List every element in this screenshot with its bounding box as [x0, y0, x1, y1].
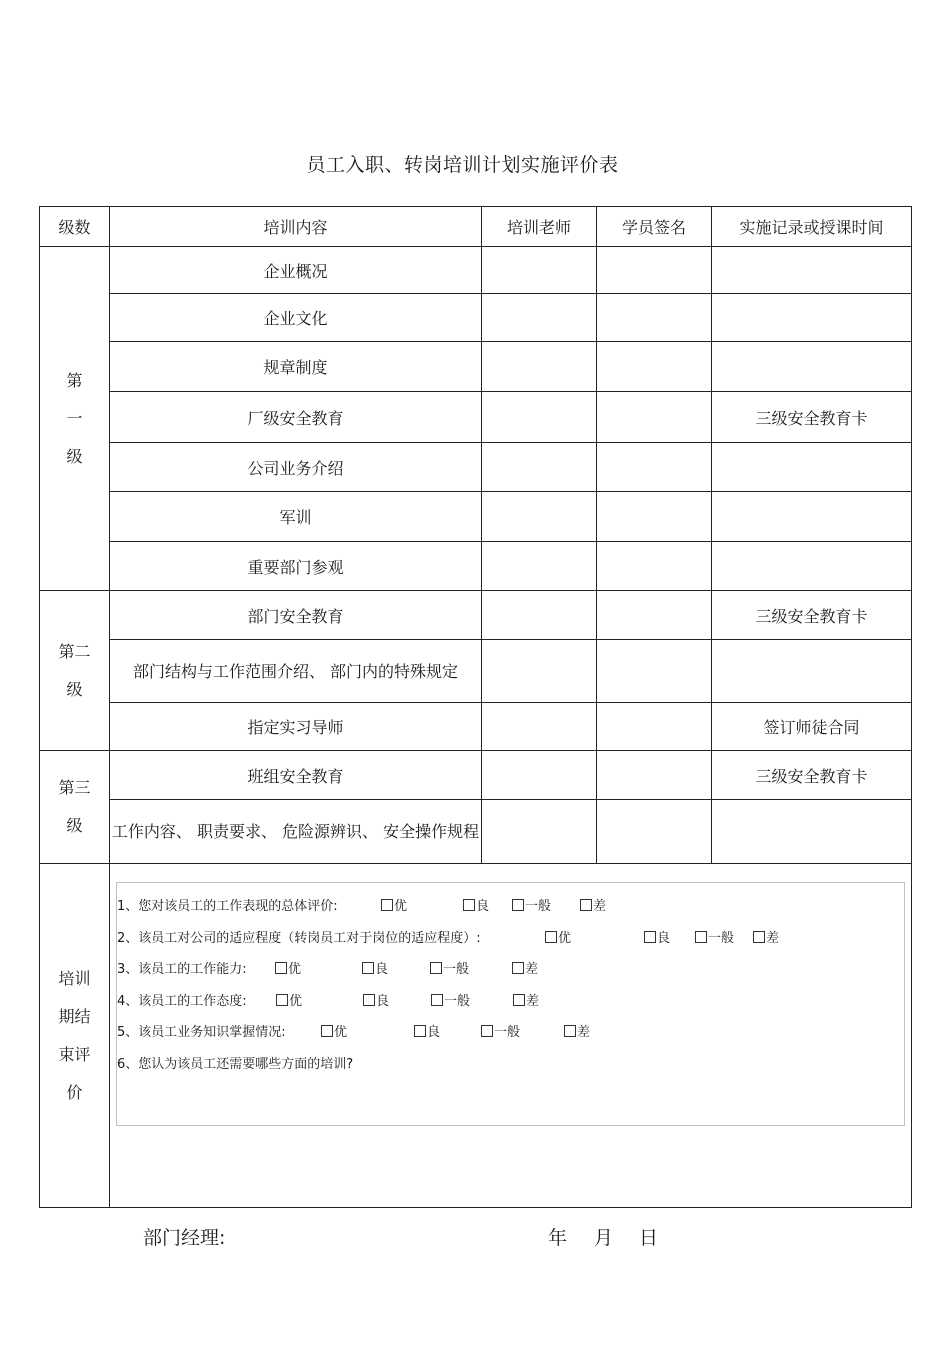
checkbox-icon[interactable]	[430, 962, 442, 974]
question-3	[117, 954, 904, 986]
teacher-cell[interactable]	[482, 800, 597, 864]
option-excellent[interactable]: 优	[321, 1017, 347, 1049]
question-text: 1、您对该员工的工作表现的总体评价:	[117, 899, 338, 914]
record-cell[interactable]: 三级安全教育卡	[712, 392, 912, 443]
teacher-cell[interactable]	[482, 247, 597, 294]
teacher-cell[interactable]	[482, 703, 597, 751]
signature-cell[interactable]	[597, 342, 712, 392]
signature-cell[interactable]	[597, 392, 712, 443]
checkbox-icon[interactable]	[545, 931, 557, 943]
record-cell[interactable]	[712, 800, 912, 864]
table-row	[40, 492, 912, 542]
question-5	[117, 1017, 904, 1049]
option-poor[interactable]: 差	[753, 923, 779, 955]
header-content: 培训内容	[110, 207, 482, 247]
signature-cell[interactable]	[597, 703, 712, 751]
record-cell[interactable]	[712, 542, 912, 591]
record-cell[interactable]: 三级安全教育卡	[712, 751, 912, 800]
question-4	[117, 986, 904, 1018]
teacher-cell[interactable]	[482, 751, 597, 800]
training-content: 规章制度	[110, 342, 482, 392]
option-good[interactable]: 良	[362, 954, 388, 986]
teacher-cell[interactable]	[482, 542, 597, 591]
option-average[interactable]: 一般	[430, 954, 469, 986]
training-content: 班组安全教育	[110, 751, 482, 800]
manager-signature-label: 部门经理:	[143, 1227, 226, 1249]
record-cell[interactable]	[712, 443, 912, 492]
checkbox-icon[interactable]	[512, 899, 524, 911]
table-row	[40, 247, 912, 294]
checkbox-icon[interactable]	[644, 931, 656, 943]
checkbox-icon[interactable]	[512, 962, 524, 974]
option-excellent[interactable]: 优	[381, 891, 407, 923]
question-1	[117, 891, 904, 923]
signature-cell[interactable]	[597, 800, 712, 864]
evaluation-cell	[110, 864, 912, 1208]
signature-cell[interactable]	[597, 591, 712, 640]
teacher-cell[interactable]	[482, 492, 597, 542]
question-text: 2、该员工对公司的适应程度（转岗员工对于岗位的适应程度）:	[117, 930, 481, 946]
table-row	[40, 542, 912, 591]
evaluation-box	[116, 882, 905, 1126]
training-content: 企业概况	[110, 247, 482, 294]
record-cell[interactable]: 签订师徒合同	[712, 703, 912, 751]
date-day-label: 日	[639, 1227, 659, 1249]
record-cell[interactable]	[712, 492, 912, 542]
question-text: 5、该员工业务知识掌握情况:	[117, 1025, 286, 1040]
question-text: 6、您认为该员工还需要哪些方面的培训?	[117, 1056, 354, 1072]
date-year-label: 年	[548, 1227, 568, 1249]
signature-cell[interactable]	[597, 294, 712, 342]
signature-cell[interactable]	[597, 542, 712, 591]
option-excellent[interactable]: 优	[275, 954, 301, 986]
training-content: 重要部门参观	[110, 542, 482, 591]
option-average[interactable]: 一般	[481, 1017, 520, 1049]
evaluation-row	[40, 864, 912, 1208]
table-row	[40, 800, 912, 864]
checkbox-icon[interactable]	[276, 994, 288, 1006]
table-row	[40, 294, 912, 342]
signature-cell[interactable]	[597, 640, 712, 703]
evaluation-label: 培训 期结 束评 价	[40, 864, 110, 1208]
teacher-cell[interactable]	[482, 392, 597, 443]
table-row	[40, 751, 912, 800]
record-cell[interactable]: 三级安全教育卡	[712, 591, 912, 640]
table-row	[40, 591, 912, 640]
signature-cell[interactable]	[597, 443, 712, 492]
checkbox-icon[interactable]	[381, 899, 393, 911]
training-content: 部门安全教育	[110, 591, 482, 640]
option-average[interactable]: 一般	[512, 891, 551, 923]
option-average[interactable]: 一般	[431, 986, 470, 1018]
checkbox-icon[interactable]	[363, 994, 375, 1006]
table-row	[40, 342, 912, 392]
question-text: 4、该员工的工作态度:	[117, 993, 247, 1009]
checkbox-icon[interactable]	[564, 1025, 576, 1037]
question-text: 3、该员工的工作能力:	[117, 962, 247, 977]
checkbox-icon[interactable]	[414, 1025, 426, 1037]
checkbox-icon[interactable]	[481, 1025, 493, 1037]
training-content: 工作内容、 职责要求、 危险源辨识、 安全操作规程	[110, 800, 482, 864]
teacher-cell[interactable]	[482, 294, 597, 342]
date-month-label: 月	[594, 1227, 614, 1249]
option-excellent[interactable]: 优	[276, 986, 302, 1018]
question-2	[117, 923, 904, 955]
training-content: 企业文化	[110, 294, 482, 342]
header-student-signature: 学员签名	[597, 207, 712, 247]
teacher-cell[interactable]	[482, 640, 597, 703]
option-poor[interactable]: 差	[580, 891, 606, 923]
header-teacher: 培训老师	[482, 207, 597, 247]
training-content: 部门结构与工作范围介绍、 部门内的特殊规定	[110, 640, 482, 703]
checkbox-icon[interactable]	[513, 994, 525, 1006]
record-cell[interactable]	[712, 640, 912, 703]
checkbox-icon[interactable]	[275, 962, 287, 974]
table-row	[40, 640, 912, 703]
signature-cell[interactable]	[597, 492, 712, 542]
checkbox-icon[interactable]	[431, 994, 443, 1006]
header-row	[40, 207, 912, 247]
training-content: 军训	[110, 492, 482, 542]
option-good[interactable]: 良	[363, 986, 389, 1018]
option-good[interactable]: 良	[414, 1017, 440, 1049]
teacher-cell[interactable]	[482, 591, 597, 640]
record-cell[interactable]	[712, 342, 912, 392]
training-content: 指定实习导师	[110, 703, 482, 751]
header-record: 实施记录或授课时间	[712, 207, 912, 247]
teacher-cell[interactable]	[482, 443, 597, 492]
level-3-label: 第三 级	[40, 751, 110, 864]
checkbox-icon[interactable]	[463, 899, 475, 911]
training-plan-table	[39, 206, 912, 1208]
option-average[interactable]: 一般	[695, 923, 734, 955]
option-poor[interactable]: 差	[564, 1017, 590, 1049]
option-poor[interactable]: 差	[512, 954, 538, 986]
checkbox-icon[interactable]	[580, 899, 592, 911]
training-content: 公司业务介绍	[110, 443, 482, 492]
option-excellent[interactable]: 优	[545, 923, 571, 955]
checkbox-icon[interactable]	[362, 962, 374, 974]
checkbox-icon[interactable]	[753, 931, 765, 943]
option-good[interactable]: 良	[644, 923, 670, 955]
table-row	[40, 392, 912, 443]
training-content: 厂级安全教育	[110, 392, 482, 443]
signature-cell[interactable]	[597, 751, 712, 800]
record-cell[interactable]	[712, 247, 912, 294]
form-title: 员工入职、转岗培训计划实施评价表	[306, 154, 619, 176]
signature-cell[interactable]	[597, 247, 712, 294]
option-poor[interactable]: 差	[513, 986, 539, 1018]
level-2-label: 第二 级	[40, 591, 110, 751]
checkbox-icon[interactable]	[695, 931, 707, 943]
checkbox-icon[interactable]	[321, 1025, 333, 1037]
table-row	[40, 443, 912, 492]
header-level: 级数	[40, 207, 110, 247]
teacher-cell[interactable]	[482, 342, 597, 392]
question-6	[117, 1049, 904, 1081]
level-1-label: 第 一 级	[40, 247, 110, 591]
table-row	[40, 703, 912, 751]
record-cell[interactable]	[712, 294, 912, 342]
option-good[interactable]: 良	[463, 891, 489, 923]
